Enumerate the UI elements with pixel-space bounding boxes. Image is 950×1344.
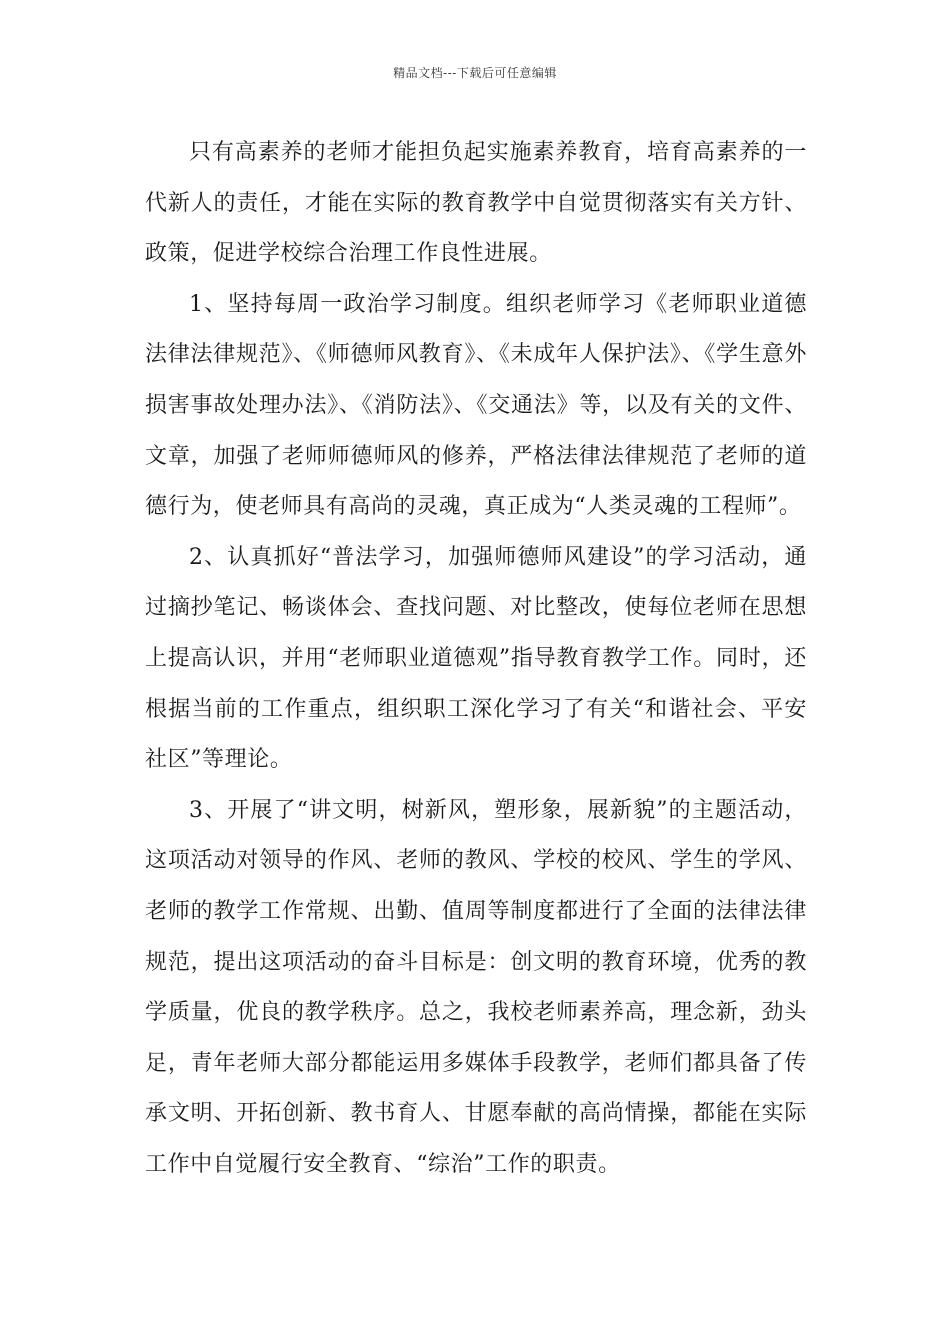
- page-header: 精品文档---下载后可任意编辑: [393, 66, 557, 80]
- document-body: [145, 128, 807, 1190]
- paragraph-item-2: 2、认真抓好“普法学习，加强师德师风建设”的学习活动，通过摘抄笔记、畅谈体会、查找问题、对比整改，使每位老师在思想上提高认识，并用“老师职业道德观”指导教育教学工作。同时，还根据当前的工作重点，组织职工深化学习了有关“和谐社会、平安社区”等理论。: [145, 544, 807, 773]
- paragraph-item-3: 3、开展了“讲文明，树新风，塑形象，展新貌”的主题活动，这项活动对领导的作风、老师的教风、学校的校风、学生的学风、老师的教学工作常规、出勤、值周等制度都进行了全面的法律法律规范，提出这项活动的奋斗目标是：创文明的教育环境，优秀的教学质量，优良的教学秩序。总之，我校老师素养高，理念新，劲头足，青年老师大部分都能运用多媒体手段教学，老师们都具备了传承文明、开拓创新、教书育人、甘愿奉献的高尚情操，都能在实际工作中自觉履行安全教育、“综治”工作的职责。: [145, 797, 807, 1177]
- paragraph-intro: 只有高素养的老师才能担负起实施素养教育，培育高素养的一代新人的责任，才能在实际的教育教学中自觉贯彻落实有关方针、政策，促进学校综合治理工作良性进展。: [145, 140, 807, 267]
- paragraph-item-1: 1、坚持每周一政治学习制度。组织老师学习《老师职业道德法律法律规范》、《师德师风教育》、《未成年人保护法》、《学生意外损害事故处理办法》、《消防法》、《交通法》等，以及有关的文件、文章，加强了老师师德师风的修养，严格法律法律规范了老师的道德行为，使老师具有高尚的灵魂，真正成为“人类灵魂的工程师”。: [145, 291, 807, 520]
